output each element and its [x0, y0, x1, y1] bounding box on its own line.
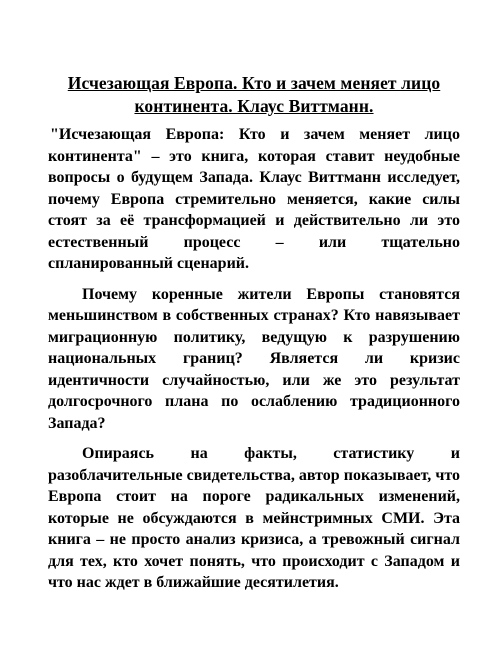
paragraph-conclusion: Опираясь на факты, статистику и разоблачительные свидетельства, автор показывает, что Европа стоит на пороге радикальных изменений, которые не обсуждаются в мейнстримных СМИ. Эта книга – не просто анализ кризиса, а тревожный сигнал для тех, кто хочет понять, что происходит с Западом и что нас ждет в ближайшие десятилетия.	[48, 445, 460, 591]
document-title: Исчезающая Европа. Кто и зачем меняет лицо континента. Клаус Виттманн.	[67, 73, 441, 116]
document-page	[48, 72, 460, 603]
paragraph-questions: Почему коренные жители Европы становятся меньшинством в собственных странах? Кто навязывает миграционную политику, ведущую к разрушению национальных границ? Является ли кризис идентичности случайностью, или же это результат долгосрочного плана по ослаблению традиционного Запада?	[48, 285, 460, 432]
paragraph-intro: "Исчезающая Европа: Кто и зачем меняет лицо континента" – это книга, которая ставит неудобные вопросы о будущем Запада. Клаус Виттманн исследует, почему Европа стремительно меняется, какие силы стоят за её трансформацией и действительно ли это естественный процесс – или тщательно спланированный сценарий.	[48, 126, 460, 272]
